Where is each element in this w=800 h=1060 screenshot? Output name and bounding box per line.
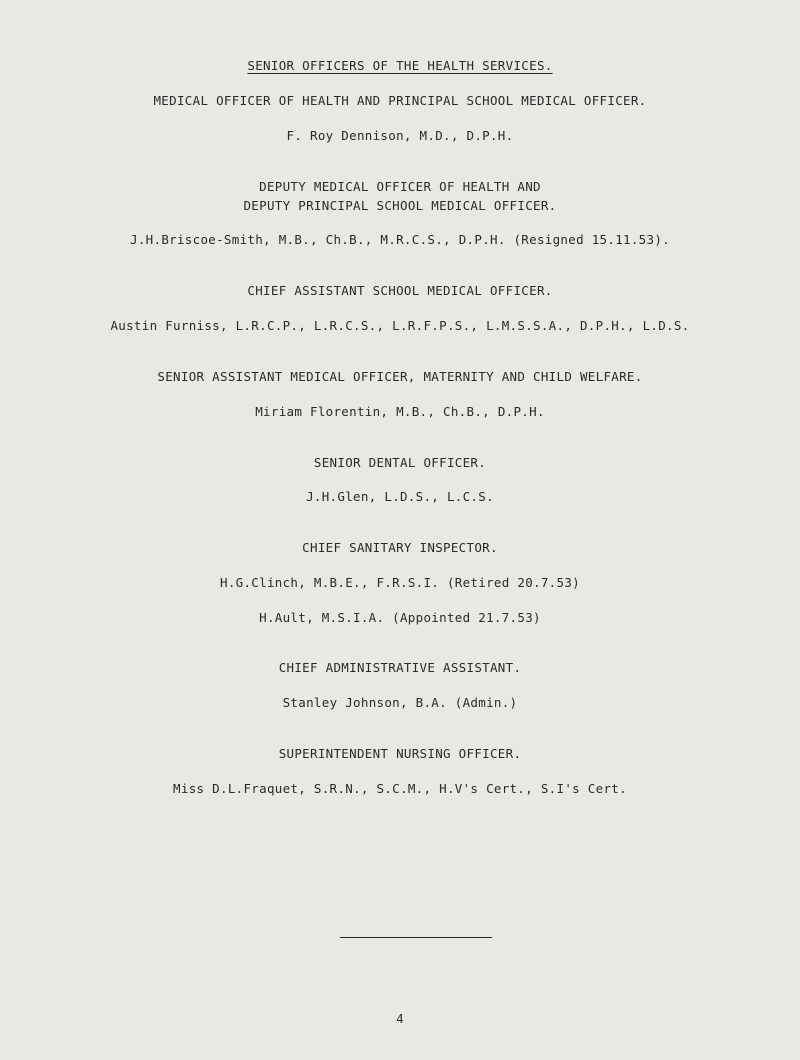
officer-entry: F. Roy Dennison, M.D., D.P.H. <box>286 128 514 143</box>
page-number: 4 <box>396 1011 404 1026</box>
divider-rule <box>340 937 492 938</box>
officer-entry: Miriam Florentin, M.B., Ch.B., D.P.H. <box>255 404 545 419</box>
officer-entry: J.H.Glen, L.D.S., L.C.S. <box>306 489 494 504</box>
officer-entry: J.H.Briscoe-Smith, M.B., Ch.B., M.R.C.S., D.P.H. (Resigned 15.11.53). <box>130 232 670 247</box>
officer-entry: Austin Furniss, L.R.C.P., L.R.C.S., L.R.F.P.S., L.M.S.S.A., D.P.H., L.D.S. <box>110 318 690 333</box>
document-title: SENIOR OFFICERS OF THE HEALTH SERVICES. <box>247 58 553 73</box>
section-heading: MEDICAL OFFICER OF HEALTH AND PRINCIPAL SCHOOL MEDICAL OFFICER. <box>153 93 647 108</box>
officer-entry: H.G.Clinch, M.B.E., F.R.S.I. (Retired 20.7.53) <box>220 575 580 590</box>
section-heading: SENIOR DENTAL OFFICER. <box>313 455 487 470</box>
officer-entry: H.Ault, M.S.I.A. (Appointed 21.7.53) <box>259 610 541 625</box>
section-heading: CHIEF SANITARY INSPECTOR. <box>302 540 498 555</box>
officer-entry: Stanley Johnson, B.A. (Admin.) <box>282 695 518 710</box>
section-heading: SUPERINTENDENT NURSING OFFICER. <box>278 746 522 761</box>
section-heading: DEPUTY PRINCIPAL SCHOOL MEDICAL OFFICER. <box>243 198 557 213</box>
section-heading: CHIEF ASSISTANT SCHOOL MEDICAL OFFICER. <box>247 283 553 298</box>
section-heading: DEPUTY MEDICAL OFFICER OF HEALTH AND <box>259 179 541 194</box>
section-heading: SENIOR ASSISTANT MEDICAL OFFICER, MATERNITY AND CHILD WELFARE. <box>157 369 643 384</box>
section-heading: CHIEF ADMINISTRATIVE ASSISTANT. <box>278 660 522 675</box>
officer-entry: Miss D.L.Fraquet, S.R.N., S.C.M., H.V's Cert., S.I's Cert. <box>173 781 627 796</box>
